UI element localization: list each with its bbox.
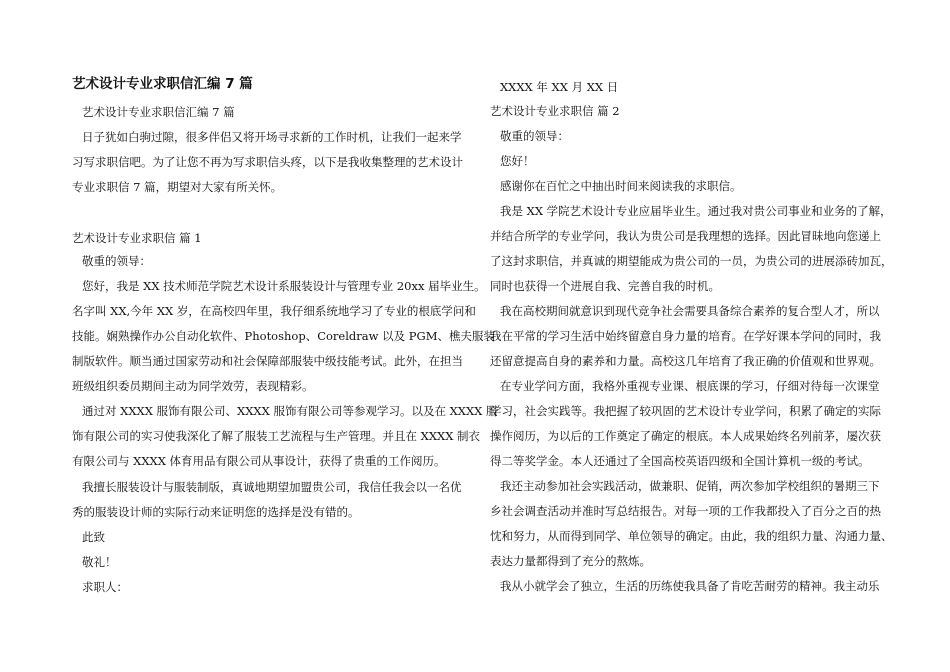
text-line: 乡社会调查活动并准时写总结报告。对每一项的工作我都投入了百分之百的热 [490, 504, 881, 518]
section-heading: 艺术设计专业求职信 篇 1 [72, 231, 202, 245]
text-line: 通过对 XXXX 服饰有限公司、XXXX 服饰有限公司等参观学习。以及在 XXXX 服 [82, 404, 498, 418]
text-line: 此致 [82, 530, 105, 544]
text-line: 学习，社会实践等。我把握了较巩固的艺术设计专业学问，积累了确定的实际 [490, 404, 881, 418]
text-line: 您好，我是 XX 技术师范学院艺术设计系服装设计与管理专业 20xx 届毕业生。 [82, 279, 486, 293]
text-line: 我在平常的学习生活中始终留意自身力量的培育。在学好课本学问的同时，我 [490, 329, 881, 343]
text-line: 感谢你在百忙之中抽出时间来阅读我的求职信。 [500, 179, 742, 193]
text-line: 我擅长服装设计与服装制版，真诚地期望加盟贵公司，我信任我会以一名优 [82, 480, 462, 494]
text-line: 了这封求职信，并真诚的期望能成为贵公司的一员，为贵公司的进展添砖加瓦， [490, 254, 893, 268]
text-line: 班级组织委员期间主动为同学效劳，表现精彩。 [72, 379, 314, 393]
text-line: 我从小就学会了独立，生活的历练使我具备了肯吃苦耐劳的精神。我主动乐 [500, 579, 880, 593]
text-line: 日子犹如白驹过隙，很多伴侣又将开场寻求新的工作时机，让我们一起来学 [82, 130, 462, 144]
text-line: 在专业学问方面，我格外重视专业课、根底课的学习，仔细对待每一次课堂 [500, 379, 880, 393]
text-line: 我是 XX 学院艺术设计专业应届毕业生。通过我对贵公司事业和业务的了解， [500, 204, 892, 218]
text-line: 有限公司与 XXXX 体育用品有限公司从事设计，获得了贵重的工作阅历。 [72, 454, 446, 468]
text-line: 秀的服装设计师的实际行动来证明您的选择是没有错的。 [72, 505, 360, 519]
text-line: 表达力量都得到了充分的熬炼。 [490, 554, 651, 568]
text-line: 制版软件。顺当通过国家劳动和社会保障部服装中级技能考试。此外，在担当 [72, 354, 463, 368]
text-line: 技能。娴熟操作办公自动化软件、Photoshop、Coreldraw 以及 PGM、樵夫服装 [72, 329, 495, 343]
text-line: 敬重的领导： [82, 254, 151, 268]
text-line: 饰有限公司的实习使我深化了解了服装工艺流程与生产管理。并且在 XXXX 制衣 [72, 429, 481, 443]
date-line: XXXX 年 XX 月 XX 日 [500, 80, 619, 94]
subtitle-line: 艺术设计专业求职信汇编 7 篇 [82, 105, 235, 119]
text-line: 求职人： [82, 580, 128, 594]
text-line: 您好！ [500, 154, 535, 168]
text-line: 敬礼！ [82, 555, 117, 569]
section-heading: 艺术设计专业求职信 篇 2 [490, 104, 620, 118]
text-line: 习写求职信吧。为了让您不再为写求职信头疼，以下是我收集整理的艺术设计 [72, 155, 463, 169]
text-line: 忱和努力，从而得到同学、单位领导的确定。由此，我的组织力量、沟通力量、 [490, 529, 893, 543]
text-line: 我还主动参加社会实践活动，做兼职、促销，两次参加学校组织的暑期三下 [500, 479, 880, 493]
text-line: 我在高校期间就意识到现代竞争社会需要具备综合素养的复合型人才，所以 [500, 304, 880, 318]
text-line: 敬重的领导： [500, 129, 569, 143]
text-line: 专业求职信 7 篇，期望对大家有所关怀。 [72, 180, 283, 194]
doc-title: 艺术设计专业求职信汇编 7 篇 [72, 76, 253, 92]
text-line: 操作阅历，为以后的工作奠定了确定的根底。本人成果始终名列前茅，屡次获 [490, 429, 881, 443]
text-line: 还留意提高自身的素养和力量。高校这几年培育了我正确的价值观和世界观。 [490, 354, 881, 368]
text-line: 同时也获得一个进展自我、完善自我的时机。 [490, 279, 720, 293]
text-line: 得二等奖学金。本人还通过了全国高校英语四级和全国计算机一级的考试。 [490, 454, 870, 468]
text-line: 并结合所学的专业学问，我认为贵公司是我理想的选择。因此冒昧地向您递上 [490, 229, 881, 243]
text-line: 名字叫 XX,今年 XX 岁，在高校四年里，我仔细系统地学习了专业的根底学问和 [72, 304, 476, 318]
